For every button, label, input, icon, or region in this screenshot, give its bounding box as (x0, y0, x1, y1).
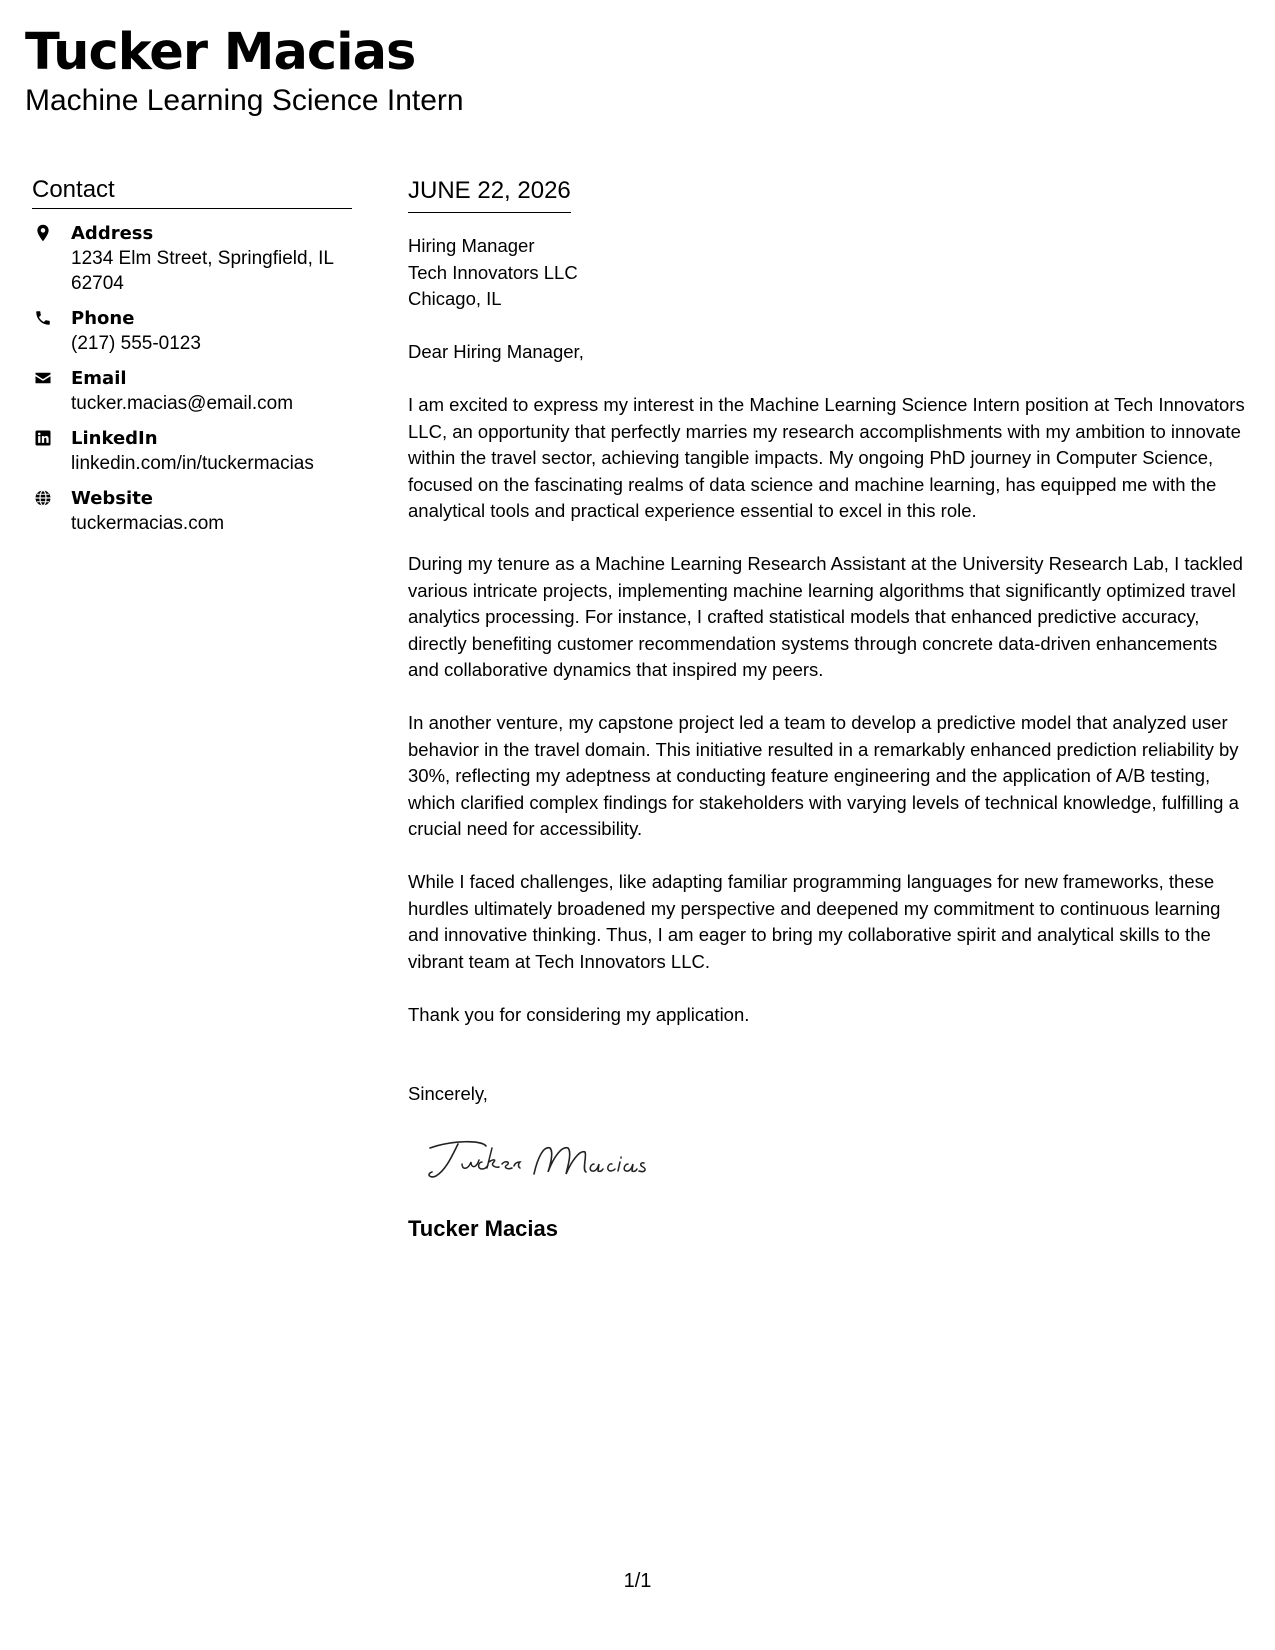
letter-paragraph: Thank you for considering my application. (408, 1003, 750, 1025)
job-title: Machine Learning Science Intern (25, 84, 464, 117)
letter-date: JUNE 22, 2026 (408, 176, 571, 213)
contact-item-email (32, 366, 352, 416)
recipient-line: Tech Innovators LLC (408, 261, 578, 283)
contact-sidebar (32, 176, 352, 546)
recipient-block (408, 233, 1253, 313)
letter-paragraph: During my tenure as a Machine Learning Research Assistant at the University Research Lab, I tackled various intricate projects, implementing machine learning algorithms that significantly optimized travel analytics processing. For instance, I crafted statistical models that enhanced predictive accuracy, directly benefiting customer recommendation systems through concrete data-driven enhancements and collaborative dynamics that inspired my peers. (408, 553, 1243, 680)
website-value: tuckermacias.com (71, 513, 225, 534)
linkedin-label: LinkedIn (71, 428, 158, 449)
letter-body (408, 176, 1253, 1243)
salutation: Dear Hiring Manager, (408, 341, 584, 362)
map-marker-icon (34, 224, 52, 242)
contact-item-phone (32, 306, 352, 356)
phone-label: Phone (71, 308, 135, 329)
phone-icon (34, 309, 52, 327)
page-number: 1/1 (623, 1570, 652, 1592)
email-value: tucker.macias@email.com (71, 393, 294, 414)
contact-item-linkedin (32, 426, 352, 476)
recipient-line: Hiring Manager (408, 235, 535, 256)
letter-paragraph: In another venture, my capstone project led a team to develop a predictive model that analyzed user behavior in the travel domain. This initiative resulted in a remarkably enhanced prediction reliability by 30%, reflecting my adeptness at conducting feature engineering and the application of A/B testing, which clarified complex findings for stakeholders with varying levels of technical knowledge, fulfilling a crucial need for accessibility. (408, 712, 1239, 839)
contact-item-website (32, 486, 352, 536)
globe-icon (34, 489, 52, 507)
email-label: Email (71, 368, 127, 389)
envelope-icon (34, 369, 52, 387)
contact-item-address (32, 221, 352, 296)
closing: Sincerely, (408, 1083, 488, 1104)
signer-name: Tucker Macias (408, 1216, 559, 1241)
linkedin-icon (34, 429, 52, 447)
handwritten-signature (422, 1126, 662, 1186)
linkedin-value: linkedin.com/in/tuckermacias (71, 453, 314, 474)
address-value: 1234 Elm Street, Springfield, IL 62704 (71, 248, 334, 294)
letter-paragraph: While I faced challenges, like adapting familiar programming languages for new frameworks, these hurdles ultimately broadened my perspective and deepened my commitment to continuous learning and innovative thinking. Thus, I am eager to bring my collaborative spirit and analytical skills to the vibrant team at Tech Innovators LLC. (408, 871, 1221, 972)
candidate-name: Tucker Macias (25, 23, 416, 82)
recipient-line: Chicago, IL (408, 288, 502, 309)
website-label: Website (71, 488, 154, 509)
address-label: Address (71, 223, 154, 244)
phone-value: (217) 555-0123 (71, 333, 201, 354)
header (25, 22, 464, 118)
letter-paragraph: I am excited to express my interest in the Machine Learning Science Intern position at Tech Innovators LLC, an opportunity that perfectly marries my research accomplishments with my ambition to innovate within the travel sector, achieving tangible impacts. My ongoing PhD journey in Computer Science, focused on the fascinating realms of data science and machine learning, has equipped me with the analytical tools and practical experience essential to excel in this role. (408, 394, 1245, 521)
contact-heading: Contact (32, 176, 352, 209)
